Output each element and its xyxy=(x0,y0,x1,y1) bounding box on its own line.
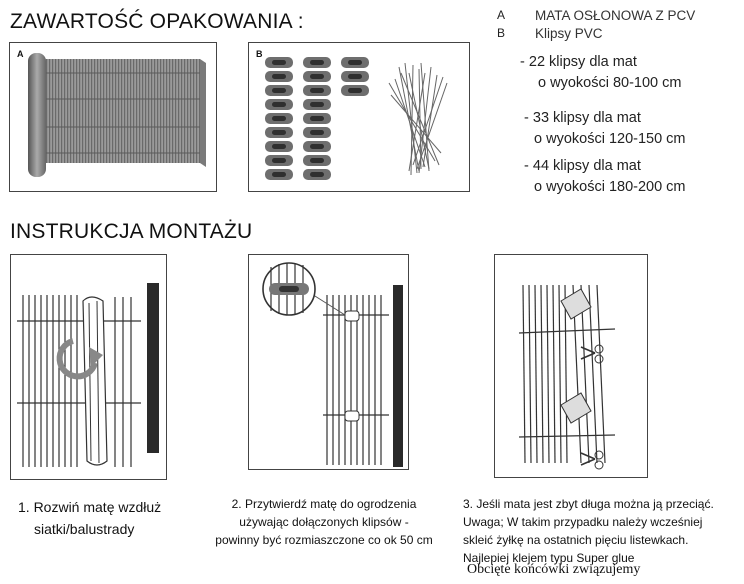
step-3-line: 3. Jeśli mata jest zbyt długa można ją przeciąć. xyxy=(463,497,714,511)
spec-dash: - xyxy=(524,110,529,126)
step-3-cut-illustration xyxy=(495,255,647,477)
clip-spec-3 xyxy=(524,156,686,198)
clip-slot xyxy=(310,144,324,149)
wire-ties-bundle xyxy=(389,63,447,175)
step-3-line: Najlepiej klejem typu Super glue xyxy=(463,551,635,565)
step-3-line: skleić żyłkę na ostatnich pięciu listewkach. xyxy=(463,533,689,547)
footnote: Obcięte końcówki związujemy xyxy=(467,562,641,577)
clip-slot xyxy=(272,172,286,177)
spec-line2: o wyokości 80-100 cm xyxy=(538,75,682,91)
package-contents-title: ZAWARTOŚĆ OPAKOWANIA : xyxy=(10,10,304,33)
clips-illustration xyxy=(249,43,469,191)
spec-line2: o wyokości 180-200 cm xyxy=(534,179,686,195)
clip-slot xyxy=(348,88,362,93)
spec-dash: - xyxy=(520,54,525,70)
clip-slot xyxy=(310,158,324,163)
spec-dash: - xyxy=(524,158,529,174)
step-1-line: 1. Rozwiń matę wzdłuż xyxy=(18,499,162,515)
step-1-caption xyxy=(18,496,218,540)
step-2-caption xyxy=(204,495,444,549)
panel-a-mat-roll xyxy=(9,42,217,192)
clip-slot xyxy=(272,88,286,93)
legend xyxy=(497,6,737,42)
step-1-unroll-illustration xyxy=(11,255,166,479)
clip-slot xyxy=(272,102,286,107)
clip-slot xyxy=(310,172,324,177)
step-3-panel xyxy=(494,254,648,478)
clip-slot xyxy=(272,116,286,121)
legend-letter-a: A xyxy=(497,8,506,22)
mat-roll-illustration xyxy=(10,43,216,191)
clip-slot xyxy=(310,102,324,107)
legend-text-a: MATA OSŁONOWA Z PCV xyxy=(535,7,696,23)
spec-line1: 22 klipsy dla mat xyxy=(528,54,637,70)
clip-slot xyxy=(310,60,324,65)
clip-slot xyxy=(272,158,286,163)
step-1-panel xyxy=(10,254,167,480)
clip-slot xyxy=(272,144,286,149)
clip-slot xyxy=(348,60,362,65)
step-2-panel xyxy=(248,254,409,470)
step-3-caption xyxy=(463,495,744,567)
step-2-line: powinny być rozmiaszczone co ok 50 cm xyxy=(215,533,433,547)
panel-b-clips xyxy=(248,42,470,192)
step-2-clip-illustration xyxy=(249,255,408,469)
clip-slot xyxy=(310,130,324,135)
spec-line1: 33 klipsy dla mat xyxy=(532,110,641,126)
panel-a-tag: A xyxy=(17,49,24,59)
clip-slot xyxy=(272,74,286,79)
clip-spec-1 xyxy=(520,52,681,94)
step-2-line: używając dołączonych klipsów - xyxy=(239,515,409,529)
clip-spec-2 xyxy=(524,108,686,150)
step-2-line: 2. Przytwierdź matę do ogrodzenia xyxy=(231,497,417,511)
clip-slot xyxy=(272,130,286,135)
step-1-line: siatki/balustrady xyxy=(34,521,135,537)
instructions-title: INSTRUKCJA MONTAŻU xyxy=(10,220,253,243)
clip-slot xyxy=(310,116,324,121)
spec-line1: 44 klipsy dla mat xyxy=(532,158,641,174)
panel-b-tag: B xyxy=(256,49,263,59)
clip-slot xyxy=(348,74,362,79)
spec-line2: o wyokości 120-150 cm xyxy=(534,131,686,147)
clip-slot xyxy=(272,60,286,65)
legend-text-b: Klipsy PVC xyxy=(535,25,603,41)
step-3-line: Uwaga; W takim przypadku należy wcześniej xyxy=(463,515,703,529)
clip-slot xyxy=(310,74,324,79)
clip-slot xyxy=(310,88,324,93)
legend-letter-b: B xyxy=(497,26,506,40)
